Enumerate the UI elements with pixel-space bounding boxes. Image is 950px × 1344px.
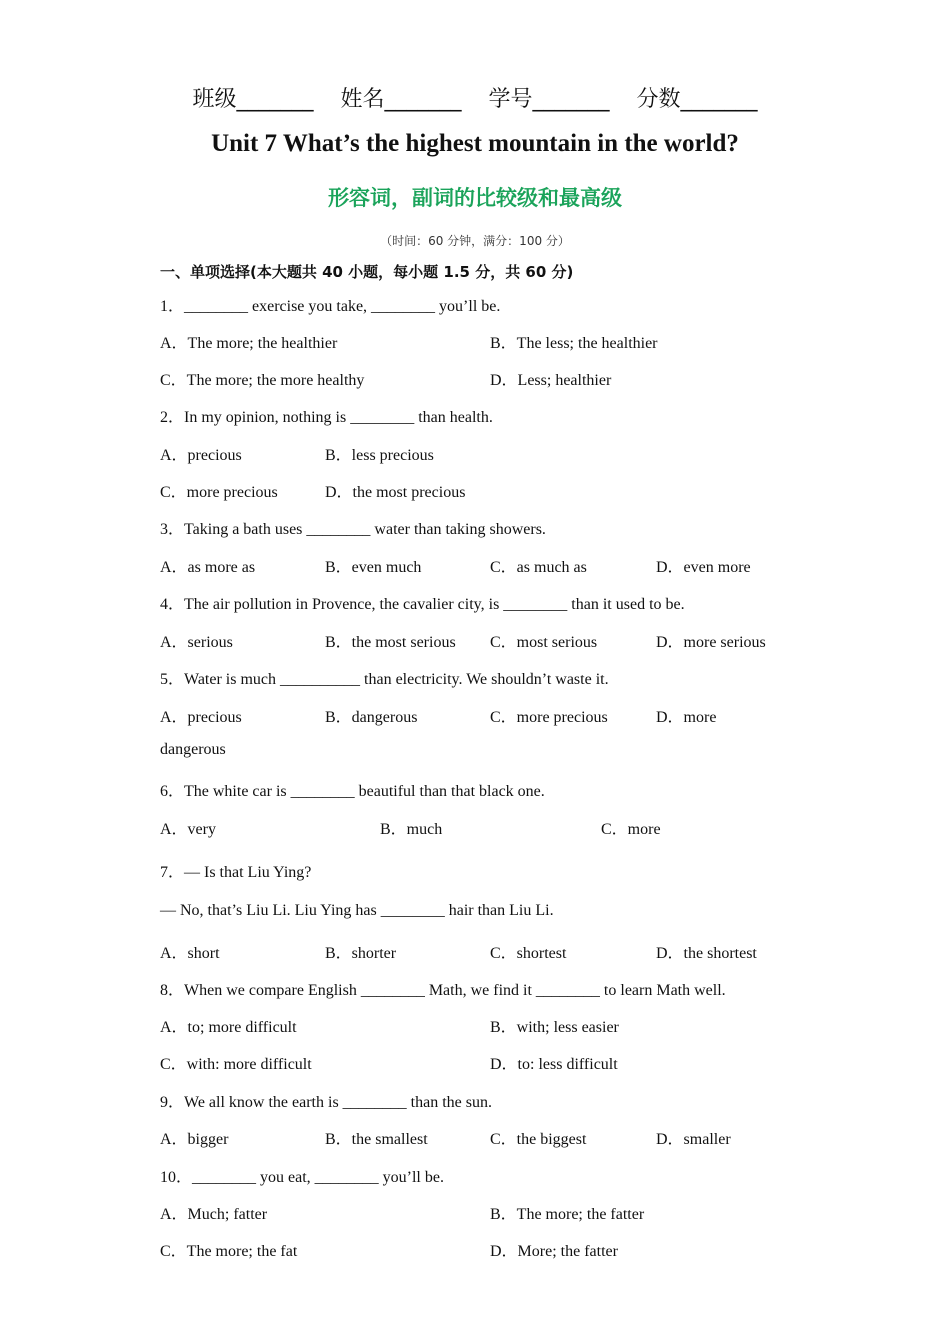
question-stem: 3．Taking a bath uses ________ water than taking showers. [160, 521, 546, 538]
option-a: A．precious [160, 447, 242, 464]
question-stem: 5．Water is much __________ than electricity. We shouldn’t waste it. [160, 671, 609, 688]
option-b: B．shorter [325, 945, 397, 962]
option-c: C．more precious [490, 709, 608, 726]
option-a: A．Much; fatter [160, 1206, 268, 1223]
page-title: Unit 7 What’s the highest mountain in the world? [211, 130, 739, 157]
option-b: B．the most serious [325, 634, 456, 651]
option-a: A．The more; the healthier [160, 335, 338, 352]
class-field: 班级_______ [192, 87, 314, 112]
question-stem: 1．________ exercise you take, ________ you’ll be. [160, 298, 501, 315]
option-a: A．very [160, 821, 216, 838]
option-b: B．dangerous [325, 709, 418, 726]
option-c: C．shortest [490, 945, 567, 962]
option-b: B．The more; the fatter [490, 1206, 645, 1223]
option-b: B．less precious [325, 447, 434, 464]
question-stem: 7．— Is that Liu Ying? [160, 864, 312, 881]
student-number-field: 学号_______ [488, 87, 610, 112]
option-b: B．much [380, 821, 443, 838]
question-stem: 6．The white car is ________ beautiful than that black one. [160, 783, 545, 800]
question-stem: 4．The air pollution in Provence, the cavalier city, is ________ than it used to be. [160, 596, 685, 613]
name-field: 姓名_______ [340, 87, 462, 112]
option-a: A．short [160, 945, 220, 962]
option-c: C．more precious [160, 484, 278, 501]
option-b: B．The less; the healthier [490, 335, 658, 352]
option-a: A．as more as [160, 559, 256, 576]
option-a: A．serious [160, 634, 233, 651]
section-heading: 一、单项选择(本大题共 40 小题，每小题 1.5 分，共 60 分) [160, 263, 574, 281]
option-b: B．the smallest [325, 1131, 428, 1148]
option-d: D．more serious [656, 634, 766, 651]
option-d: D．even more [656, 559, 751, 576]
option-d: D．more [656, 709, 717, 726]
time-info: （时间：60 分钟，满分：100 分） [380, 234, 570, 248]
option-a: A．to; more difficult [160, 1019, 297, 1036]
option-c: C．the biggest [490, 1131, 587, 1148]
question-stem: 8．When we compare English ________ Math, we find it ________ to learn Math well. [160, 982, 726, 999]
option-c: C．most serious [490, 634, 598, 651]
option-c: C．The more; the more healthy [160, 372, 365, 389]
option-d: D．smaller [656, 1131, 731, 1148]
option-d: D．Less; healthier [490, 372, 612, 389]
option-d: D．the shortest [656, 945, 757, 962]
option-a: A．precious [160, 709, 242, 726]
option-d-continued: dangerous [160, 741, 226, 758]
page-subtitle: 形容词，副词的比较级和最高级 [328, 186, 622, 210]
option-c: C．more [601, 821, 661, 838]
option-d: D．More; the fatter [490, 1243, 618, 1260]
question-stem-response: — No, that’s Liu Li. Liu Ying has ________ hair than Liu Li. [160, 902, 554, 919]
option-d: D．the most precious [325, 484, 466, 501]
question-stem: 10．________ you eat, ________ you’ll be. [160, 1169, 444, 1186]
question-stem: 9．We all know the earth is ________ than the sun. [160, 1094, 492, 1111]
student-info-header [0, 82, 950, 113]
option-c: C．The more; the fat [160, 1243, 298, 1260]
option-c: C．with: more difficult [160, 1056, 312, 1073]
score-field: 分数_______ [636, 87, 758, 112]
option-b: B．with; less easier [490, 1019, 619, 1036]
option-a: A．bigger [160, 1131, 229, 1148]
question-stem: 2．In my opinion, nothing is ________ than health. [160, 409, 493, 426]
option-c: C．as much as [490, 559, 587, 576]
option-d: D．to: less difficult [490, 1056, 618, 1073]
option-b: B．even much [325, 559, 422, 576]
